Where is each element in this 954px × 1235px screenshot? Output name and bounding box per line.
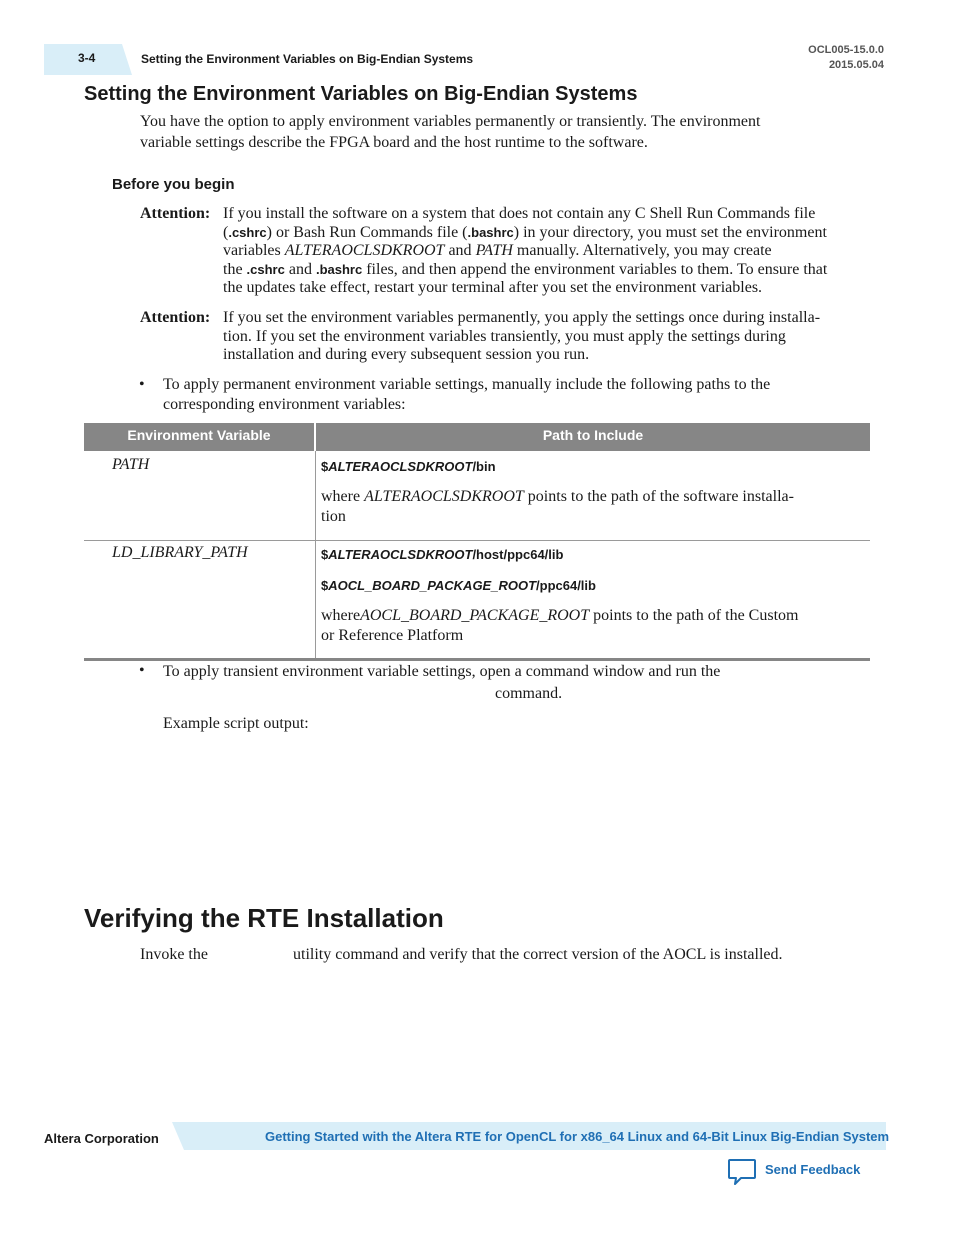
table-cell-description: whereAOCL_BOARD_PACKAGE_ROOT points to the path of the Custom or Reference Platform (321, 607, 799, 644)
attention-line: the .cshrc and .bashrc files, and then append the environment variables to them. To ensure that (223, 260, 828, 278)
attention-line: the updates take effect, restart your terminal after you set the environment variables. (223, 279, 763, 296)
attention-label: Attention: (140, 205, 211, 222)
bullet-item: To apply permanent environment variable settings, manually include the following paths to the corresponding environment variables: (163, 376, 771, 413)
bashrc-filename: .bashrc (467, 224, 514, 240)
table-cell-path: $ALTERAOCLSDKROOT/bin (321, 459, 496, 474)
example-label: Example script output: (163, 715, 309, 732)
attention-line: If you set the environment variables permanently, you apply the settings once during installa- (223, 309, 821, 326)
column-header: Path to Include (542, 427, 644, 443)
table-header (84, 423, 870, 451)
verify-text-start: Invoke the (140, 946, 208, 963)
column-header: Environment Variable (127, 427, 271, 443)
running-title: Setting the Environment Variables on Big-Endian Systems (141, 52, 474, 66)
intro-paragraph (140, 111, 760, 153)
attention-line: tion. If you set the environment variables transiently, you must apply the settings during (223, 327, 786, 345)
column-rule (315, 451, 316, 658)
attention-line: If you install the software on a system that does not contain any C Shell Run Commands file (223, 205, 816, 222)
footer-doc-title-link[interactable]: Getting Started with the Altera RTE for OpenCL for x86_64 Linux and 64-Bit Linux Big-Endian System (265, 1129, 890, 1144)
table-cell-description: where ALTERAOCLSDKROOT points to the path of the software installa- tion (321, 488, 794, 525)
cshrc-filename: .cshrc (246, 261, 285, 277)
section-title: Setting the Environment Variables on Big-Endian Systems (84, 83, 638, 105)
bashrc-filename: .bashrc (315, 261, 363, 277)
document-id: OCL005-15.0.0 (808, 44, 884, 56)
row-divider (84, 540, 870, 541)
page-number: 3-4 (78, 51, 96, 65)
variable-name: ALTERAOCLSDKROOT (284, 242, 445, 259)
document-date: 2015.05.04 (828, 59, 884, 71)
feedback-icon[interactable] (727, 1158, 757, 1191)
bullet-marker: • (139, 376, 145, 393)
cshrc-filename: .cshrc (228, 224, 267, 240)
table-bottom-rule (84, 658, 870, 661)
attention-line: installation and during every subsequent session you run. (223, 346, 590, 363)
attention-label: Attention: (140, 309, 211, 326)
table-cell-variable: LD_LIBRARY_PATH (112, 544, 248, 561)
variable-name: PATH (475, 242, 513, 259)
company-name: Altera Corporation (44, 1131, 159, 1146)
attention-body (223, 309, 873, 365)
bullet-item: To apply transient environment variable settings, open a command window and run the (163, 663, 721, 680)
before-you-begin-heading: Before you begin (112, 176, 235, 193)
intro-line: You have the option to apply environment variables permanently or transiently. The environment (140, 113, 761, 130)
send-feedback-link[interactable]: Send Feedback (765, 1162, 861, 1177)
bullet-item-continuation: command. (495, 685, 563, 702)
document-id-block (808, 43, 884, 73)
intro-line: variable settings describe the FPGA board and the host runtime to the software. (140, 134, 648, 151)
table-cell-path: $ALTERAOCLSDKROOT/host/ppc64/lib (321, 547, 564, 562)
verify-section-title: Verifying the RTE Installation (84, 903, 444, 933)
verify-text-end: utility command and verify that the correct version of the AOCL is installed. (293, 946, 783, 963)
table-cell-path: $AOCL_BOARD_PACKAGE_ROOT/ppc64/lib (321, 578, 596, 593)
attention-line: variables ALTERAOCLSDKROOT and PATH manually. Alternatively, you may create (223, 242, 772, 259)
table-cell-variable: PATH (112, 456, 150, 473)
attention-line: (.cshrc) or Bash Run Commands file (.bashrc) in your directory, you must set the environment (223, 223, 827, 241)
bullet-marker: • (139, 662, 145, 679)
attention-body (223, 205, 873, 298)
